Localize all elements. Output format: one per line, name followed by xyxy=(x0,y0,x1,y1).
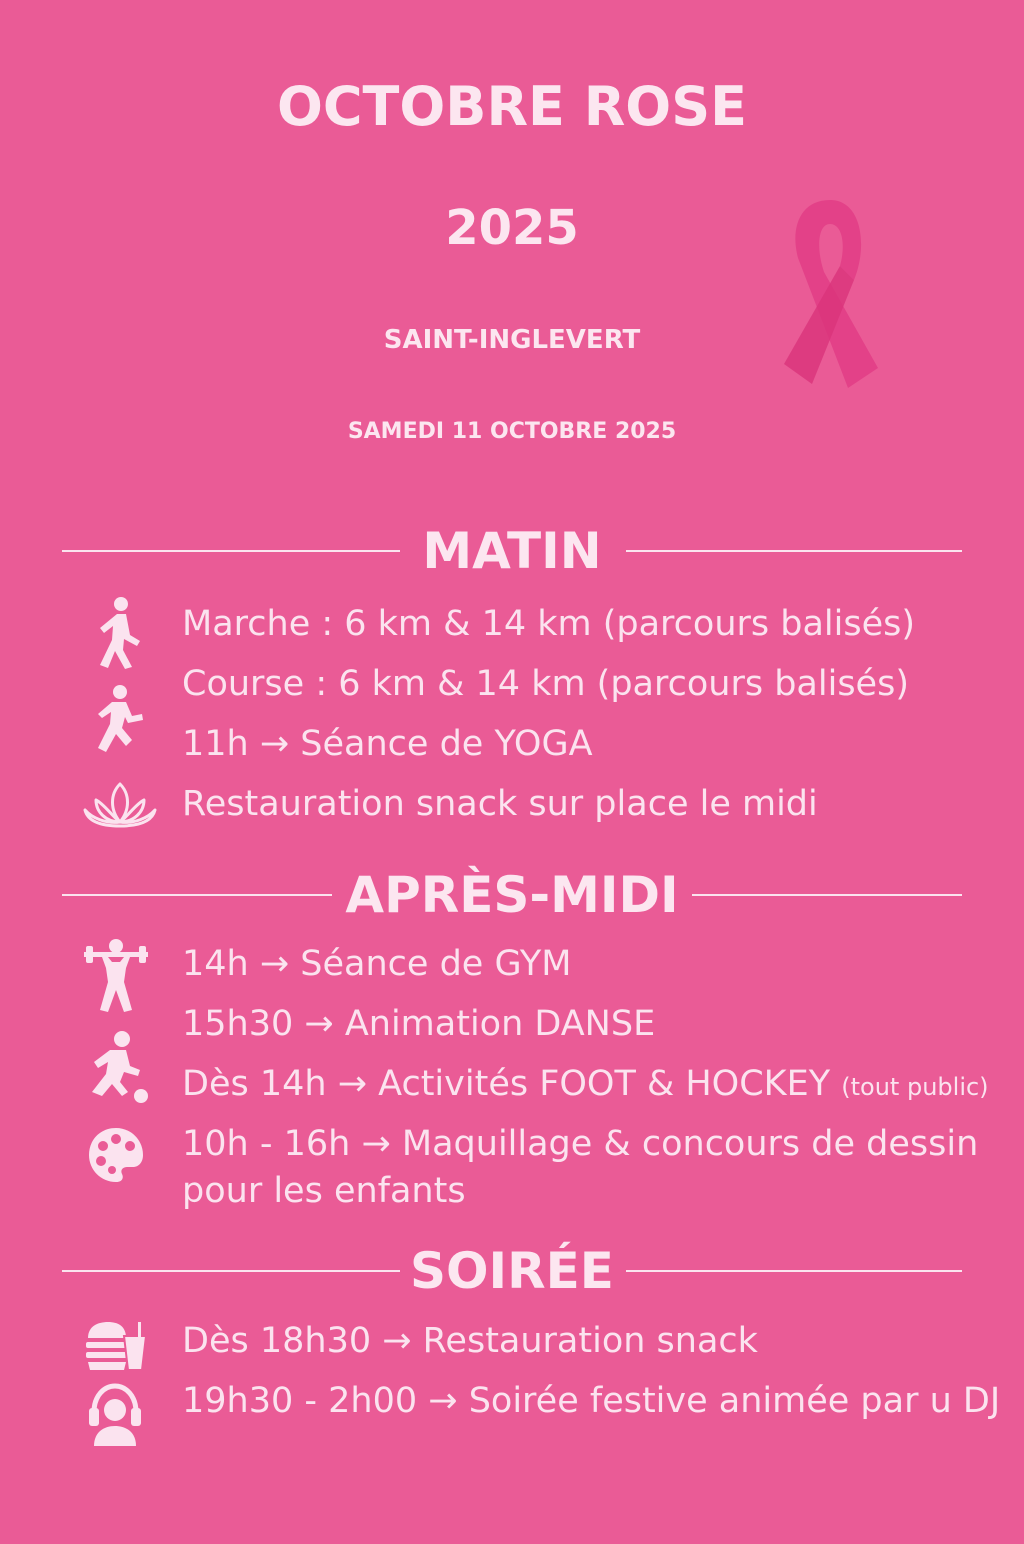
event-date: SAMEDI 11 OCTOBRE 2025 xyxy=(347,419,677,444)
divider-line xyxy=(626,550,962,552)
football-player-icon xyxy=(80,1030,152,1106)
apres-midi-item-danse: 15h30 → Animation DANSE xyxy=(182,1004,656,1044)
running-person-icon xyxy=(86,684,146,756)
apres-midi-item-maquillage-cont: pour les enfants xyxy=(182,1171,466,1211)
dj-headphones-icon xyxy=(86,1382,144,1448)
apres-midi-item-foot-hockey xyxy=(182,1062,989,1109)
apres-midi-item-maquillage: 10h - 16h → Maquillage & concours de dessin xyxy=(182,1124,979,1164)
foot-hockey-note: (tout public) xyxy=(841,1073,989,1101)
matin-item-restauration: Restauration snack sur place le midi xyxy=(182,784,818,824)
lotus-icon xyxy=(82,780,158,830)
event-place: SAINT-INGLEVERT xyxy=(383,325,641,355)
divider-line xyxy=(692,894,962,896)
section-soiree-title: SOIRÉE xyxy=(410,1242,614,1300)
soiree-item-dj: 19h30 - 2h00 → Soirée festive animée par u DJ xyxy=(182,1381,1001,1421)
weightlifter-icon xyxy=(82,938,150,1014)
section-matin-heading xyxy=(62,521,962,581)
footer-organisers-line1 xyxy=(0,1466,1024,1504)
apres-midi-item-gym: 14h → Séance de GYM xyxy=(182,944,572,984)
divider-line xyxy=(626,1270,962,1272)
section-apres-midi-title: APRÈS-MIDI xyxy=(345,866,679,924)
matin-item-course: Course : 6 km & 14 km (parcours balisés) xyxy=(182,664,909,704)
section-matin-title: MATIN xyxy=(422,522,602,580)
event-title: OCTOBRE ROSE xyxy=(277,75,747,138)
foot-hockey-label: Dès 14h → Activités FOOT & HOCKEY xyxy=(182,1064,831,1104)
matin-item-yoga: 11h → Séance de YOGA xyxy=(182,724,593,764)
event-year: 2025 xyxy=(445,200,579,256)
section-soiree-heading xyxy=(62,1241,962,1301)
burger-drink-icon xyxy=(84,1318,148,1372)
walking-person-icon xyxy=(90,595,146,671)
soiree-item-restauration: Dès 18h30 → Restauration snack xyxy=(182,1321,758,1361)
matin-item-marche: Marche : 6 km & 14 km (parcours balisés) xyxy=(182,604,916,644)
footer-organisers-line2 xyxy=(0,1506,1024,1544)
section-apres-midi-heading xyxy=(62,865,962,925)
palette-icon xyxy=(86,1125,146,1185)
